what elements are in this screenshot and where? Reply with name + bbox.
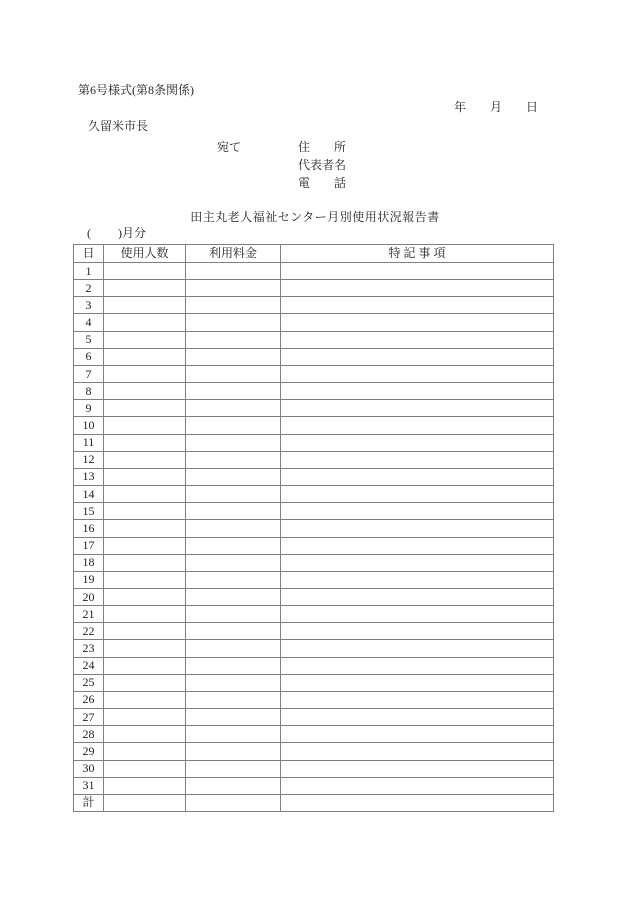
users-cell bbox=[104, 606, 186, 623]
table-row bbox=[74, 417, 554, 434]
header-notes: 特 記 事 項 bbox=[281, 245, 554, 263]
notes-cell bbox=[281, 417, 554, 434]
table-row bbox=[74, 691, 554, 708]
table-row bbox=[74, 537, 554, 554]
day-cell: 15 bbox=[74, 503, 104, 520]
users-cell bbox=[104, 657, 186, 674]
users-cell bbox=[104, 331, 186, 348]
representative-label: 代表者名 bbox=[298, 158, 347, 172]
users-cell bbox=[104, 623, 186, 640]
day-cell: 4 bbox=[74, 314, 104, 331]
day-cell: 19 bbox=[74, 571, 104, 588]
users-cell bbox=[104, 383, 186, 400]
notes-cell bbox=[281, 451, 554, 468]
fee-cell bbox=[186, 709, 281, 726]
fee-cell bbox=[186, 468, 281, 485]
fee-cell bbox=[186, 606, 281, 623]
users-cell bbox=[104, 314, 186, 331]
table-row bbox=[74, 554, 554, 571]
notes-cell bbox=[281, 468, 554, 485]
table-header-row bbox=[74, 245, 554, 263]
day-cell: 25 bbox=[74, 674, 104, 691]
fee-cell bbox=[186, 554, 281, 571]
users-cell bbox=[104, 588, 186, 605]
fee-cell bbox=[186, 417, 281, 434]
notes-cell bbox=[281, 606, 554, 623]
users-cell bbox=[104, 760, 186, 777]
notes-cell bbox=[281, 588, 554, 605]
fee-cell bbox=[186, 503, 281, 520]
day-cell: 1 bbox=[74, 263, 104, 280]
table-row bbox=[74, 383, 554, 400]
day-cell: 3 bbox=[74, 297, 104, 314]
addressee-name: 久留米市長 bbox=[88, 119, 149, 133]
table-row bbox=[74, 348, 554, 365]
day-cell: 7 bbox=[74, 365, 104, 382]
notes-cell bbox=[281, 794, 554, 811]
users-cell bbox=[104, 674, 186, 691]
fee-cell bbox=[186, 263, 281, 280]
day-cell: 9 bbox=[74, 400, 104, 417]
table-row bbox=[74, 280, 554, 297]
day-cell: 8 bbox=[74, 383, 104, 400]
users-cell bbox=[104, 503, 186, 520]
notes-cell bbox=[281, 280, 554, 297]
notes-cell bbox=[281, 348, 554, 365]
users-cell bbox=[104, 794, 186, 811]
table-row bbox=[74, 297, 554, 314]
header-day: 日 bbox=[74, 245, 104, 263]
users-cell bbox=[104, 365, 186, 382]
notes-cell bbox=[281, 571, 554, 588]
day-cell: 24 bbox=[74, 657, 104, 674]
notes-cell bbox=[281, 263, 554, 280]
fee-cell bbox=[186, 640, 281, 657]
fee-cell bbox=[186, 691, 281, 708]
table-row bbox=[74, 760, 554, 777]
fee-cell bbox=[186, 400, 281, 417]
users-cell bbox=[104, 709, 186, 726]
day-cell: 10 bbox=[74, 417, 104, 434]
notes-cell bbox=[281, 486, 554, 503]
fee-cell bbox=[186, 451, 281, 468]
notes-cell bbox=[281, 777, 554, 794]
fee-cell bbox=[186, 280, 281, 297]
day-cell: 31 bbox=[74, 777, 104, 794]
users-cell bbox=[104, 400, 186, 417]
table-row bbox=[74, 657, 554, 674]
day-cell: 2 bbox=[74, 280, 104, 297]
fee-cell bbox=[186, 777, 281, 794]
notes-cell bbox=[281, 743, 554, 760]
table-row bbox=[74, 486, 554, 503]
table-row bbox=[74, 503, 554, 520]
day-cell: 18 bbox=[74, 554, 104, 571]
users-cell bbox=[104, 280, 186, 297]
notes-cell bbox=[281, 657, 554, 674]
users-cell bbox=[104, 571, 186, 588]
notes-cell bbox=[281, 554, 554, 571]
day-cell: 6 bbox=[74, 348, 104, 365]
phone-label: 電 話 bbox=[298, 176, 347, 190]
table-row bbox=[74, 606, 554, 623]
users-cell bbox=[104, 640, 186, 657]
notes-cell bbox=[281, 365, 554, 382]
day-cell: 13 bbox=[74, 468, 104, 485]
fee-cell bbox=[186, 520, 281, 537]
users-cell bbox=[104, 417, 186, 434]
day-cell: 23 bbox=[74, 640, 104, 657]
users-cell bbox=[104, 743, 186, 760]
fee-cell bbox=[186, 743, 281, 760]
notes-cell bbox=[281, 400, 554, 417]
total-row bbox=[74, 794, 554, 811]
table-row bbox=[74, 726, 554, 743]
table-row bbox=[74, 314, 554, 331]
day-cell: 26 bbox=[74, 691, 104, 708]
users-cell bbox=[104, 777, 186, 794]
day-cell: 28 bbox=[74, 726, 104, 743]
users-cell bbox=[104, 520, 186, 537]
day-cell: 20 bbox=[74, 588, 104, 605]
day-cell: 17 bbox=[74, 537, 104, 554]
header-fee: 利用料金 bbox=[186, 245, 281, 263]
notes-cell bbox=[281, 331, 554, 348]
notes-cell bbox=[281, 691, 554, 708]
fee-cell bbox=[186, 760, 281, 777]
users-cell bbox=[104, 434, 186, 451]
month-label: ( )月分 bbox=[87, 226, 146, 240]
users-cell bbox=[104, 537, 186, 554]
day-cell: 22 bbox=[74, 623, 104, 640]
users-cell bbox=[104, 263, 186, 280]
fee-cell bbox=[186, 571, 281, 588]
fee-cell bbox=[186, 726, 281, 743]
day-cell: 16 bbox=[74, 520, 104, 537]
day-cell: 計 bbox=[74, 794, 104, 811]
fee-cell bbox=[186, 331, 281, 348]
notes-cell bbox=[281, 434, 554, 451]
notes-cell bbox=[281, 503, 554, 520]
table-row bbox=[74, 743, 554, 760]
day-cell: 14 bbox=[74, 486, 104, 503]
table-row bbox=[74, 623, 554, 640]
users-cell bbox=[104, 726, 186, 743]
notes-cell bbox=[281, 760, 554, 777]
users-cell bbox=[104, 348, 186, 365]
notes-cell bbox=[281, 314, 554, 331]
day-cell: 29 bbox=[74, 743, 104, 760]
fee-cell bbox=[186, 383, 281, 400]
day-cell: 5 bbox=[74, 331, 104, 348]
table-row bbox=[74, 400, 554, 417]
notes-cell bbox=[281, 537, 554, 554]
usage-table-body bbox=[74, 263, 554, 812]
fee-cell bbox=[186, 537, 281, 554]
users-cell bbox=[104, 468, 186, 485]
users-cell bbox=[104, 691, 186, 708]
addressee-suffix: 宛て bbox=[217, 140, 242, 154]
fee-cell bbox=[186, 348, 281, 365]
fee-cell bbox=[186, 623, 281, 640]
table-row bbox=[74, 674, 554, 691]
users-cell bbox=[104, 297, 186, 314]
table-row bbox=[74, 331, 554, 348]
day-cell: 12 bbox=[74, 451, 104, 468]
fee-cell bbox=[186, 588, 281, 605]
form-number: 第6号様式(第8条関係) bbox=[78, 83, 194, 97]
table-row bbox=[74, 263, 554, 280]
users-cell bbox=[104, 451, 186, 468]
notes-cell bbox=[281, 674, 554, 691]
fee-cell bbox=[186, 297, 281, 314]
fee-cell bbox=[186, 314, 281, 331]
notes-cell bbox=[281, 640, 554, 657]
fee-cell bbox=[186, 794, 281, 811]
date-line: 年 月 日 bbox=[454, 100, 539, 114]
notes-cell bbox=[281, 297, 554, 314]
users-cell bbox=[104, 554, 186, 571]
notes-cell bbox=[281, 623, 554, 640]
header-users: 使用人数 bbox=[104, 245, 186, 263]
usage-table bbox=[73, 244, 554, 812]
table-row bbox=[74, 451, 554, 468]
table-row bbox=[74, 571, 554, 588]
table-row bbox=[74, 588, 554, 605]
notes-cell bbox=[281, 709, 554, 726]
fee-cell bbox=[186, 657, 281, 674]
fee-cell bbox=[186, 486, 281, 503]
document-title: 田主丸老人福祉センター月別使用状況報告書 bbox=[190, 210, 440, 224]
table-row bbox=[74, 434, 554, 451]
address-label: 住 所 bbox=[298, 140, 347, 154]
day-cell: 30 bbox=[74, 760, 104, 777]
table-row bbox=[74, 468, 554, 485]
notes-cell bbox=[281, 383, 554, 400]
table-row bbox=[74, 709, 554, 726]
table-row bbox=[74, 365, 554, 382]
day-cell: 27 bbox=[74, 709, 104, 726]
table-row bbox=[74, 640, 554, 657]
notes-cell bbox=[281, 726, 554, 743]
notes-cell bbox=[281, 520, 554, 537]
users-cell bbox=[104, 486, 186, 503]
fee-cell bbox=[186, 365, 281, 382]
fee-cell bbox=[186, 434, 281, 451]
table-row bbox=[74, 777, 554, 794]
day-cell: 21 bbox=[74, 606, 104, 623]
fee-cell bbox=[186, 674, 281, 691]
table-row bbox=[74, 520, 554, 537]
day-cell: 11 bbox=[74, 434, 104, 451]
